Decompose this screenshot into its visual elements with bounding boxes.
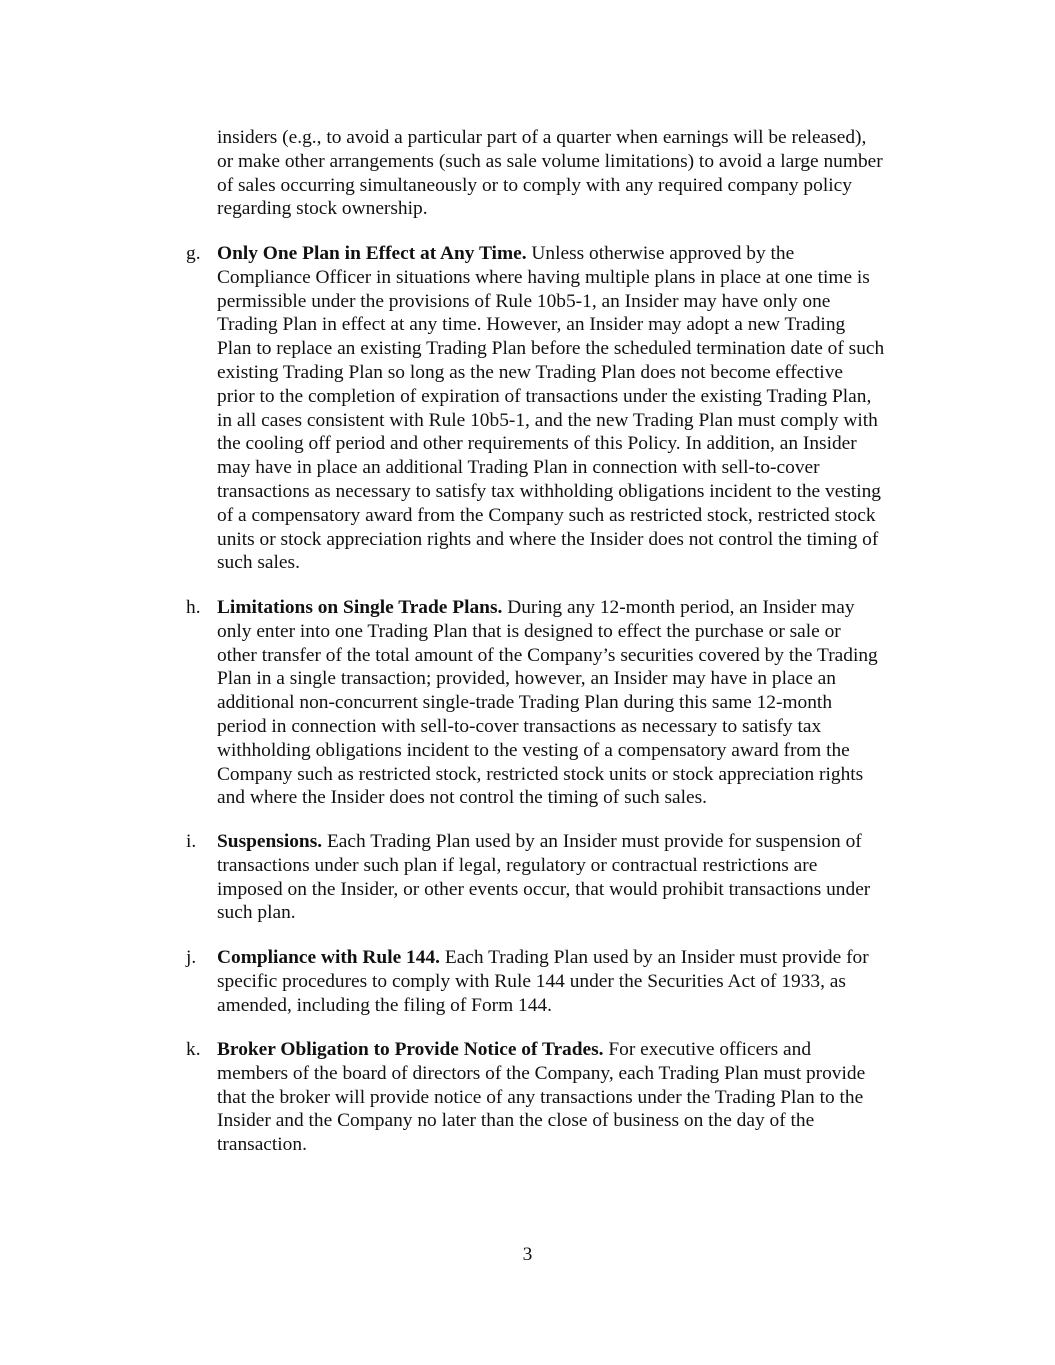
text-line: Plan to replace an existing Trading Plan before the scheduled termination date of such xyxy=(217,338,885,360)
continuation-paragraph xyxy=(217,126,939,221)
text-line: the cooling off period and other requirements of this Policy. In addition, an Insider xyxy=(217,433,857,455)
first-line xyxy=(217,946,939,970)
text-line: Insider and the Company no later than the close of business on the day of the xyxy=(217,1110,815,1132)
text-line: period in connection with sell-to-cover transactions as necessary to satisfy tax xyxy=(217,715,822,737)
list-item-j xyxy=(186,946,939,1017)
text-line: insiders (e.g., to avoid a particular part of a quarter when earnings will be released), xyxy=(217,127,867,148)
list-item-g xyxy=(186,242,939,575)
text-line: withholding obligations incident to the vesting of a compensatory award from the xyxy=(217,739,850,761)
text-line: Trading Plan in effect at any time. However, an Insider may adopt a new Trading xyxy=(217,314,846,336)
first-line xyxy=(217,1038,939,1062)
item-text: Unless otherwise approved by the xyxy=(526,243,795,264)
text-line: Company such as restricted stock, restricted stock units or stock appreciation rights xyxy=(217,763,864,785)
text-line: regarding stock ownership. xyxy=(217,198,428,220)
text-line: members of the board of directors of the Company, each Trading Plan must provide xyxy=(217,1062,866,1084)
text-line: permissible under the provisions of Rule 10b5-1, an Insider may have only one xyxy=(217,290,831,312)
item-heading: Suspensions. xyxy=(217,831,323,852)
first-line xyxy=(217,242,939,266)
list-item-h xyxy=(186,596,939,810)
item-text: Each Trading Plan used by an Insider must provide for xyxy=(440,947,869,968)
item-heading: Compliance with Rule 144. xyxy=(217,947,440,968)
list-marker: g. xyxy=(186,243,201,264)
text-line: Plan in a single transaction; provided, however, an Insider may have in place an xyxy=(217,668,836,690)
text-line: units or stock appreciation rights and where the Insider does not control the timing of xyxy=(217,528,879,550)
text-line: that the broker will provide notice of any transactions under the Trading Plan to the xyxy=(217,1086,864,1108)
item-heading: Limitations on Single Trade Plans. xyxy=(217,597,503,618)
text-line: specific procedures to comply with Rule 144 under the Securities Act of 1933, as xyxy=(217,970,846,992)
text-line: of sales occurring simultaneously or to comply with any required company policy xyxy=(217,174,852,196)
page-number: 3 xyxy=(522,1244,533,1265)
list-marker: h. xyxy=(186,597,201,618)
first-line xyxy=(217,596,939,620)
text-line: amended, including the filing of Form 144. xyxy=(217,994,552,1016)
text-line: other transfer of the total amount of the Company’s securities covered by the Trading xyxy=(217,644,878,666)
text-line: transaction. xyxy=(217,1134,307,1156)
item-text: Each Trading Plan used by an Insider must provide for suspension of xyxy=(322,831,862,852)
list-marker: k. xyxy=(186,1039,201,1060)
text-line: only enter into one Trading Plan that is designed to effect the purchase or sale or xyxy=(217,620,841,642)
text-line: transactions under such plan if legal, regulatory or contractual restrictions are xyxy=(217,854,818,876)
item-heading: Broker Obligation to Provide Notice of Trades. xyxy=(217,1039,604,1060)
item-text: For executive officers and xyxy=(603,1039,812,1060)
text-line: imposed on the Insider, or other events occur, that would prohibit transactions under xyxy=(217,878,871,900)
text-line: may have in place an additional Trading Plan in connection with sell-to-cover xyxy=(217,457,820,479)
text-line: Compliance Officer in situations where having multiple plans in place at one time is xyxy=(217,266,870,288)
text-line: or make other arrangements (such as sale volume limitations) to avoid a large number xyxy=(217,150,883,172)
list-item-i xyxy=(186,830,939,925)
text-line: transactions as necessary to satisfy tax withholding obligations incident to the vesting xyxy=(217,480,882,502)
item-heading: Only One Plan in Effect at Any Time. xyxy=(217,243,527,264)
text-line: of a compensatory award from the Company such as restricted stock, restricted stock xyxy=(217,504,876,526)
text-line: such sales. xyxy=(217,552,300,574)
text-line: existing Trading Plan so long as the new Trading Plan does not become effective xyxy=(217,361,844,383)
item-text: During any 12-month period, an Insider may xyxy=(502,597,855,618)
text-line: and where the Insider does not control the timing of such sales. xyxy=(217,787,708,809)
list-marker: j. xyxy=(186,947,197,968)
text-line: prior to the completion of expiration of transactions under the existing Trading Plan, xyxy=(217,385,872,407)
list-item-k xyxy=(186,1038,939,1157)
first-line xyxy=(217,830,939,854)
text-line: such plan. xyxy=(217,902,296,924)
text-line: additional non-concurrent single-trade Trading Plan during this same 12-month xyxy=(217,692,833,714)
list-marker: i. xyxy=(186,831,197,852)
text-line: in all cases consistent with Rule 10b5-1, and the new Trading Plan must comply with xyxy=(217,409,878,431)
